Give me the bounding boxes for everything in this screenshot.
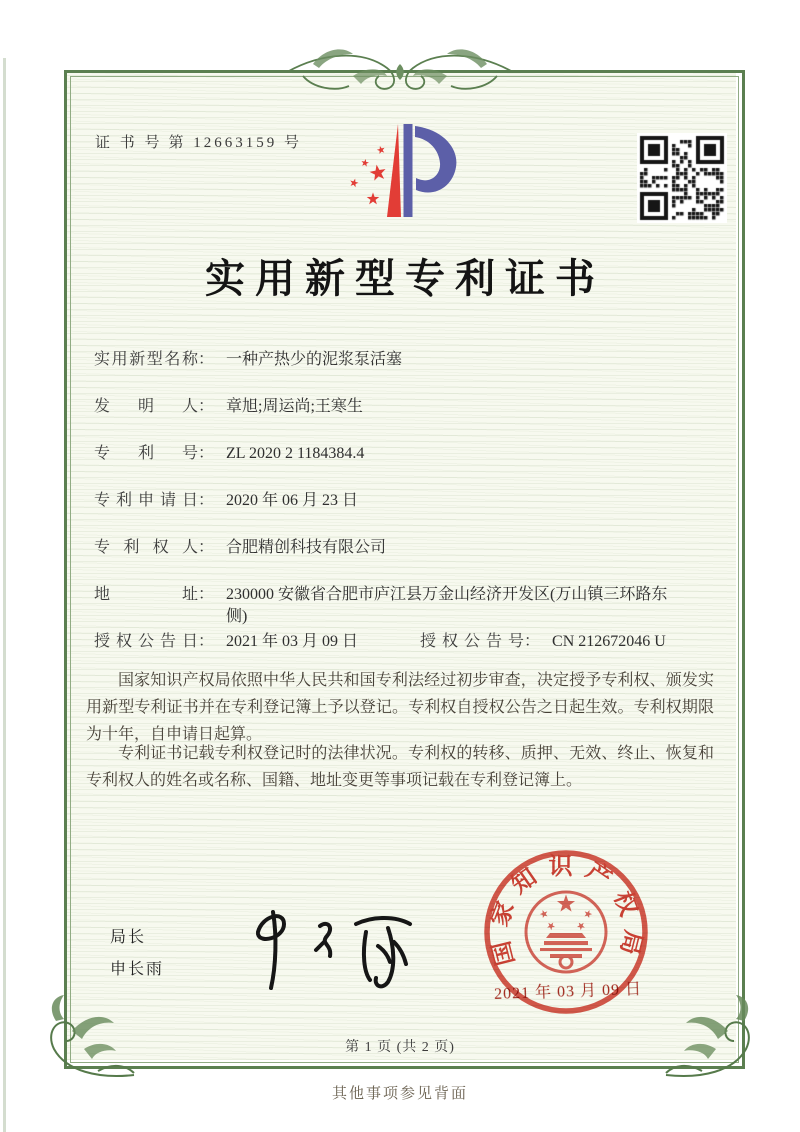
field-row-inventor xyxy=(94,396,363,418)
field-value: 合肥精创科技有限公司 xyxy=(226,539,387,556)
field-colon: ： xyxy=(524,633,541,650)
field-colon: ： xyxy=(198,351,215,368)
cnipa-patent-logo-icon xyxy=(337,110,463,220)
field-label: 地址 xyxy=(94,586,198,603)
field-row-patentee xyxy=(94,537,386,559)
field-value: CN 212672046 U xyxy=(552,633,666,650)
field-colon: ： xyxy=(198,633,215,650)
certificate-number-label: 证 书 号 xyxy=(95,135,163,151)
seal-date: 2021 年 03 月 09 日 xyxy=(493,980,643,1003)
qr-code xyxy=(637,133,727,223)
field-label: 授权公告号 xyxy=(420,633,524,650)
field-value: 一种产热少的泥浆泵活塞 xyxy=(226,351,403,368)
field-colon: ： xyxy=(198,398,215,415)
seal-agency-text: 国家知识产权局 xyxy=(486,854,646,968)
national-emblem-icon xyxy=(526,892,606,972)
field-label: 专利权人 xyxy=(94,539,198,556)
field-colon: ： xyxy=(198,445,215,462)
field-label: 发明人 xyxy=(94,398,198,415)
certificate-number xyxy=(95,131,308,152)
field-value: 2020 年 06 月 23 日 xyxy=(226,492,359,509)
field-label: 授权公告日 xyxy=(94,633,198,650)
footer-page-number: 第 1 页 (共 2 页) xyxy=(345,1040,455,1055)
field-row-utility-model-name xyxy=(94,349,402,371)
field-colon: ： xyxy=(198,539,215,556)
field-row-address xyxy=(94,584,671,628)
field-colon: ： xyxy=(198,492,215,509)
field-pair-grant-number xyxy=(420,631,666,653)
body-paragraph-1: 国家知识产权局依照中华人民共和国专利法经过初步审查，决定授予专利权、颁发实用新型专利证书并在专利登记簿上予以登记。专利权自授权公告之日起生效。专利权期限为十年，自申请日起算。 xyxy=(86,672,714,743)
field-row-filing-date xyxy=(94,490,358,512)
field-row-grant xyxy=(94,631,666,653)
director-signature-icon xyxy=(228,898,443,993)
officer-name: 申长雨 xyxy=(110,961,165,978)
field-label: 专利号 xyxy=(94,445,198,462)
field-value: ZL 2020 2 1184384.4 xyxy=(226,445,365,462)
officer-title: 局长 xyxy=(110,929,147,946)
certificate-title: 实用新型专利证书 xyxy=(205,256,605,301)
field-value: 230000 安徽省合肥市庐江县万金山经济开发区(万山镇三环路东侧) xyxy=(226,586,668,625)
field-label: 实用新型名称 xyxy=(94,351,198,368)
certificate-number-value: 第 12663159 号 xyxy=(168,135,303,151)
field-label: 专利申请日 xyxy=(94,492,198,509)
field-value: 2021 年 03 月 09 日 xyxy=(226,633,359,650)
top-scroll-ornament-icon xyxy=(283,42,517,100)
body-paragraph-2: 专利证书记载专利权登记时的法律状况。专利权的转移、质押、无效、终止、恢复和专利权人的姓名或名称、国籍、地址变更等事项记载在专利登记簿上。 xyxy=(86,745,714,789)
field-colon: ： xyxy=(198,586,215,603)
field-row-patent-number xyxy=(94,443,364,465)
field-value: 章旭;周运尚;王寒生 xyxy=(226,398,363,415)
page-scan-edge xyxy=(3,58,6,1132)
footer-back-note: 其他事项参见背面 xyxy=(331,1086,468,1102)
